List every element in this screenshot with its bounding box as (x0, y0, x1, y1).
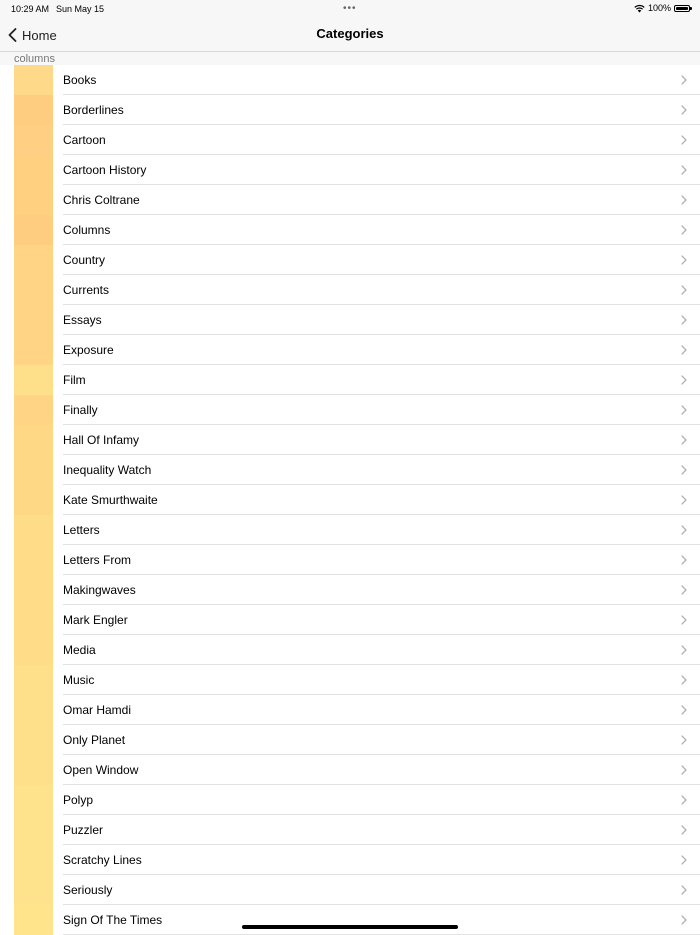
category-color-swatch (14, 365, 53, 395)
category-label: Currents (63, 283, 110, 297)
category-label: Omar Hamdi (63, 703, 132, 717)
status-time: 10:29 AM (11, 4, 50, 14)
category-row[interactable] (0, 185, 700, 215)
chevron-right-icon (679, 405, 689, 415)
category-color-swatch (14, 245, 53, 275)
category-row[interactable] (0, 245, 700, 275)
category-label: Seriously (63, 883, 113, 897)
category-row[interactable] (0, 305, 700, 335)
chevron-right-icon (679, 915, 689, 925)
category-label: Kate Smurthwaite (63, 493, 158, 507)
category-list (0, 65, 700, 935)
category-label: Scratchy Lines (63, 853, 142, 867)
chevron-right-icon (679, 225, 689, 235)
category-label: Country (63, 253, 106, 267)
category-label: Hall Of Infamy (63, 433, 140, 447)
battery-icon (674, 5, 690, 12)
category-color-swatch (14, 275, 53, 305)
category-row[interactable] (0, 335, 700, 365)
category-label: Sign Of The Times (63, 913, 163, 927)
status-right (634, 3, 690, 13)
category-color-swatch (14, 515, 53, 545)
section-header (0, 52, 700, 65)
category-row[interactable] (0, 275, 700, 305)
category-color-swatch (14, 755, 53, 785)
category-color-swatch (14, 695, 53, 725)
category-label: Media (63, 643, 96, 657)
chevron-right-icon (679, 735, 689, 745)
category-label: Columns (63, 223, 111, 237)
category-row[interactable] (0, 665, 700, 695)
category-row[interactable] (0, 125, 700, 155)
category-label: Books (63, 73, 97, 87)
category-row[interactable] (0, 815, 700, 845)
category-label: Puzzler (63, 823, 104, 837)
category-color-swatch (14, 875, 53, 905)
category-row[interactable] (0, 395, 700, 425)
category-color-swatch (14, 335, 53, 365)
chevron-right-icon (679, 885, 689, 895)
wifi-icon (634, 4, 645, 13)
chevron-right-icon (679, 795, 689, 805)
section-label: columns (14, 53, 55, 65)
category-color-swatch (14, 185, 53, 215)
chevron-right-icon (679, 585, 689, 595)
category-color-swatch (14, 215, 53, 245)
category-color-swatch (14, 665, 53, 695)
chevron-right-icon (679, 345, 689, 355)
category-color-swatch (14, 815, 53, 845)
category-label: Essays (63, 313, 102, 327)
category-row[interactable] (0, 575, 700, 605)
chevron-right-icon (679, 675, 689, 685)
category-label: Inequality Watch (63, 463, 152, 477)
multitasking-dots-icon[interactable]: ••• (343, 3, 357, 14)
chevron-right-icon (679, 135, 689, 145)
navigation-bar (0, 18, 700, 52)
category-color-swatch (14, 545, 53, 575)
chevron-right-icon (679, 525, 689, 535)
category-row[interactable] (0, 695, 700, 725)
category-color-swatch (14, 95, 53, 125)
category-label: Music (63, 673, 95, 687)
category-row[interactable] (0, 485, 700, 515)
chevron-right-icon (679, 465, 689, 475)
category-color-swatch (14, 785, 53, 815)
category-row[interactable] (0, 635, 700, 665)
category-label: Borderlines (63, 103, 124, 117)
status-date: Sun May 15 (56, 4, 105, 14)
chevron-right-icon (679, 285, 689, 295)
category-row[interactable] (0, 785, 700, 815)
chevron-right-icon (679, 855, 689, 865)
chevron-right-icon (679, 255, 689, 265)
chevron-right-icon (679, 75, 689, 85)
category-row[interactable] (0, 515, 700, 545)
category-row[interactable] (0, 155, 700, 185)
chevron-right-icon (679, 165, 689, 175)
category-color-swatch (14, 425, 53, 455)
category-color-swatch (14, 635, 53, 665)
category-color-swatch (14, 155, 53, 185)
category-color-swatch (14, 725, 53, 755)
category-row[interactable] (0, 605, 700, 635)
category-label: Film (63, 373, 86, 387)
chevron-right-icon (679, 435, 689, 445)
category-color-swatch (14, 305, 53, 335)
battery-percentage: 100% (647, 3, 671, 13)
category-color-swatch (14, 485, 53, 515)
chevron-right-icon (679, 315, 689, 325)
category-color-swatch (14, 125, 53, 155)
category-label: Only Planet (63, 733, 126, 747)
category-color-swatch (14, 845, 53, 875)
category-row[interactable] (0, 65, 700, 95)
category-color-swatch (14, 575, 53, 605)
category-color-swatch (14, 605, 53, 635)
home-indicator[interactable] (242, 925, 458, 929)
category-row[interactable] (0, 365, 700, 395)
chevron-right-icon (679, 495, 689, 505)
category-row[interactable] (0, 455, 700, 485)
category-color-swatch (14, 455, 53, 485)
category-row[interactable] (0, 95, 700, 125)
category-label: Finally (63, 403, 98, 417)
category-color-swatch (14, 65, 53, 95)
chevron-right-icon (679, 765, 689, 775)
chevron-right-icon (679, 705, 689, 715)
page-title: Categories (316, 26, 384, 41)
chevron-right-icon (679, 825, 689, 835)
category-row[interactable] (0, 755, 700, 785)
category-label: Polyp (63, 793, 94, 807)
category-label: Mark Engler (63, 613, 128, 627)
chevron-right-icon (679, 105, 689, 115)
category-color-swatch (14, 395, 53, 425)
category-row[interactable] (0, 845, 700, 875)
category-label: Exposure (63, 343, 114, 357)
status-bar (0, 0, 700, 18)
category-label: Makingwaves (63, 583, 136, 597)
category-color-swatch (14, 905, 53, 935)
category-label: Open Window (63, 763, 139, 777)
category-row[interactable] (0, 545, 700, 575)
chevron-right-icon (679, 375, 689, 385)
category-label: Letters (63, 523, 100, 537)
category-label: Cartoon (63, 133, 106, 147)
category-row[interactable] (0, 425, 700, 455)
category-row[interactable] (0, 905, 700, 935)
chevron-right-icon (679, 555, 689, 565)
category-row[interactable] (0, 875, 700, 905)
back-button-label: Home (22, 27, 57, 43)
chevron-right-icon (679, 195, 689, 205)
category-label: Chris Coltrane (63, 193, 140, 207)
category-label: Letters From (63, 553, 132, 567)
chevron-right-icon (679, 615, 689, 625)
category-row[interactable] (0, 725, 700, 755)
chevron-right-icon (679, 645, 689, 655)
category-label: Cartoon History (63, 163, 147, 177)
category-row[interactable] (0, 215, 700, 245)
